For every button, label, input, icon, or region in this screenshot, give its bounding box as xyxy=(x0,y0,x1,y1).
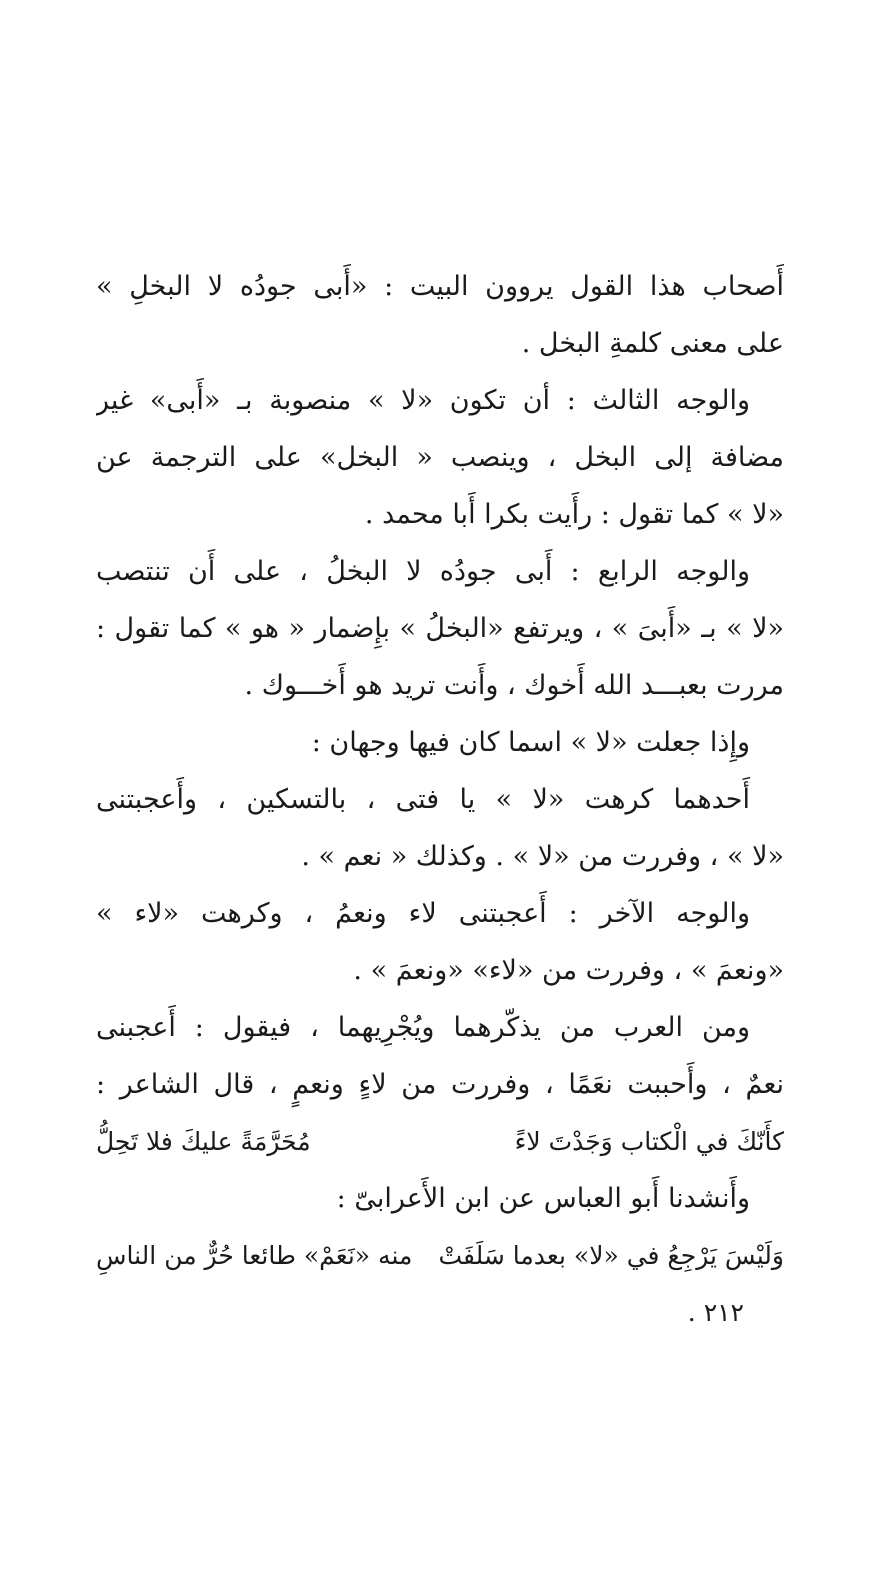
text-line-2: على معنى كلمةِ البخل . xyxy=(521,328,784,359)
page-body xyxy=(96,258,784,1338)
text-line-10: أَحدهما كرهت «لا » يا فتى ، بالتسكين ، وأَعجبتنى xyxy=(96,784,750,815)
verse-1-second-half: مُحَرَّمَةً عليكَ فلا تَحِلُّ xyxy=(96,1127,311,1156)
text-line-15: نعمٌ ، وأَحببت نعَمًا ، وفررت من لاءٍ ونعمٍ ، قال الشاعر : xyxy=(96,1069,784,1100)
text-line-13: «ونعمَ » ، وفررت من «لاء» «ونعمَ » . xyxy=(353,955,784,986)
page-number: ٢١٢ . xyxy=(687,1298,744,1327)
text-line-12: والوجه الآخر : أَعجبتنى لاء ونعمُ ، وكرهت «لاء » xyxy=(96,898,750,929)
verse-2-first-half: وَلَيْسَ يَرْجِعُ في «لا» بعدما سَلَفَتْ xyxy=(438,1241,784,1270)
verse-line-1 xyxy=(96,1113,784,1170)
text-line-7: «لا » بـ «أَبىَ » ، ويرتفع «البخلُ » بإِضمار « هو » كما تقول : xyxy=(96,613,784,644)
text-line-1: أَصحاب هذا القول يروون البيت : «أَبى جودُه لا البخلِ » xyxy=(96,271,784,302)
text-line-6: والوجه الرابع : أَبى جودُه لا البخلُ ، على أَن تنتصب xyxy=(96,556,750,587)
text-line-4: مضافة إلى البخل ، وينصب « البخل» على الترجمة عن xyxy=(96,442,784,473)
text-line-14: ومن العرب من يذكّرهما ويُجْرِيهما ، فيقول : أَعجبنى xyxy=(96,1012,750,1043)
text-line-5: «لا » كما تقول : رأَيت بكرا أَبا محمد . xyxy=(364,499,784,530)
text-line-16: وأَنشدنا أَبو العباس عن ابن الأَعرابىّ : xyxy=(336,1183,750,1214)
verse-line-2 xyxy=(96,1227,784,1284)
text-line-8: مررت بعبـــد الله أَخوك ، وأَنت تريد هو أَخـــوك . xyxy=(244,670,784,701)
verse-2-second-half: منه «نَعَمْ» طائعا حُرٌّ من الناسِ xyxy=(96,1241,413,1270)
text-line-11: «لا » ، وفررت من «لا » . وكذلك « نعم » . xyxy=(301,841,784,872)
verse-1-first-half: كأَنّكَ في الْكتاب وَجَدْتَ لاءً xyxy=(514,1127,784,1156)
text-line-9: وإِذا جعلت «لا » اسما كان فيها وجهان : xyxy=(311,727,750,758)
text-line-3: والوجه الثالث : أن تكون «لا » منصوبة بـ «أَبى» غير xyxy=(96,385,750,416)
